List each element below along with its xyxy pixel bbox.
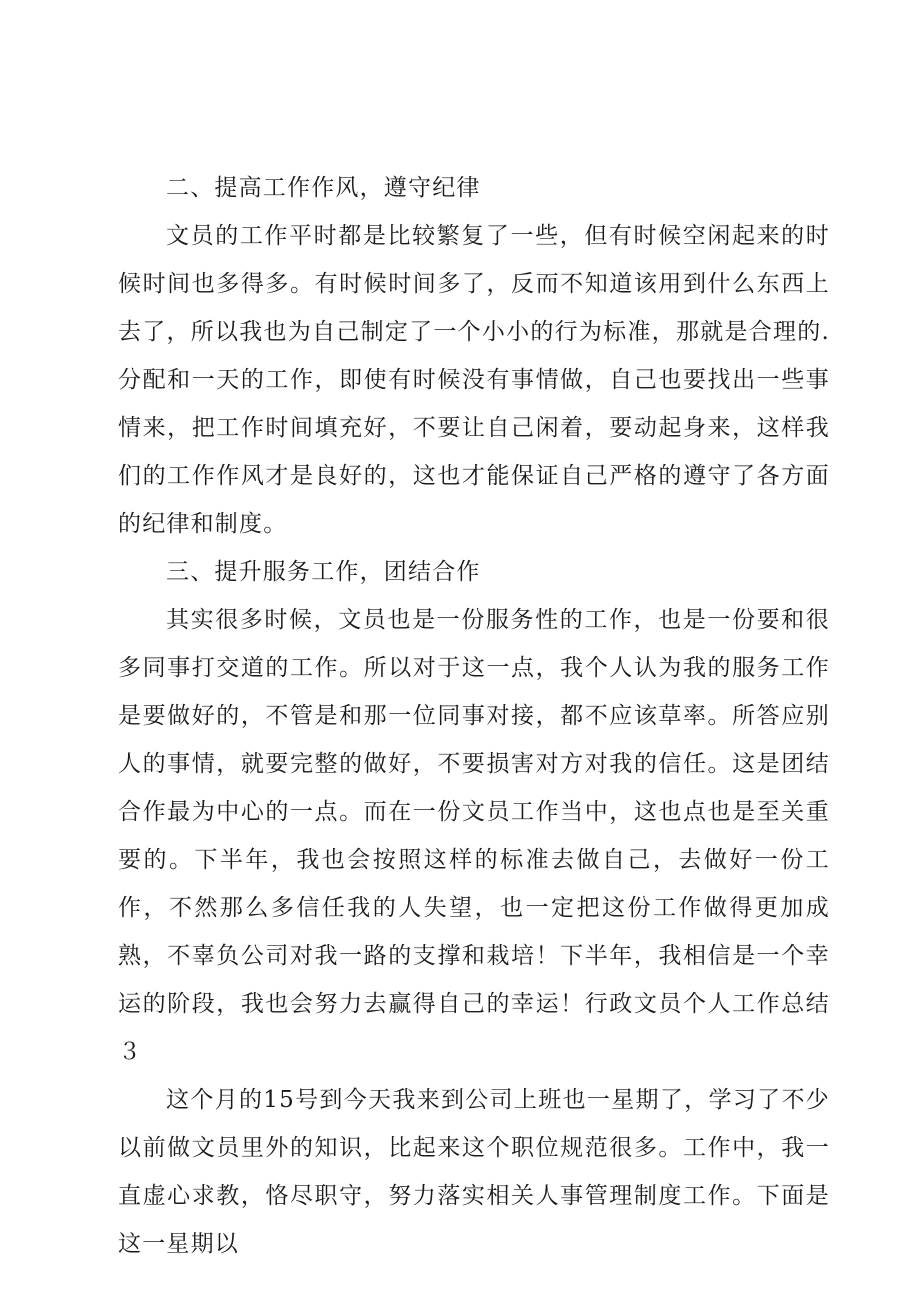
- document-body: [118, 164, 830, 1268]
- section-heading-discipline: 二、提高工作作风，遵守纪律: [166, 175, 481, 201]
- paragraph-service-teamwork: 其实很多时候，文员也是一份服务性的工作，也是一份要和很多同事打交道的工作。所以对于这一点，我个人认为我的服务工作是要做好的，不管是和那一位同事对接，都不应该草率。所答应别人的事情，就要完整的做好，不要损害对方对我的信任。这是团结合作最为中心的一点。而在一份文员工作当中，这也点也是至关重要的。下半年，我也会按照这样的标准去做自己，去做好一份工作，不然那么多信任我的人失望，也一定把这份工作做得更加成熟，不辜负公司对我一路的支撑和栽培！下半年，我相信是一个幸运的阶段，我也会努力去赢得自己的幸运！行政文员个人工作总结３: [118, 607, 830, 1065]
- paragraph-weekly-summary: 这个月的15号到今天我来到公司上班也一星期了，学习了不少以前做文员里外的知识，比起来这个职位规范很多。工作中，我一直虚心求教，恪尽职守，努力落实相关人事管理制度工作。下面是这一星期以: [118, 1087, 830, 1257]
- paragraph-work-style: 文员的工作平时都是比较繁复了一些，但有时候空闲起来的时候时间也多得多。有时候时间多了，反而不知道该用到什么东西上去了，所以我也为自己制定了一个小小的行为标准，那就是合理的.分配和一天的工作，即使有时候没有事情做，自己也要找出一些事情来，把工作时间填充好，不要让自己闲着，要动起身来，这样我们的工作作风才是良好的，这也才能保证自己严格的遵守了各方面的纪律和制度。: [118, 223, 830, 537]
- section-heading-service: 三、提升服务工作，团结合作: [166, 559, 481, 585]
